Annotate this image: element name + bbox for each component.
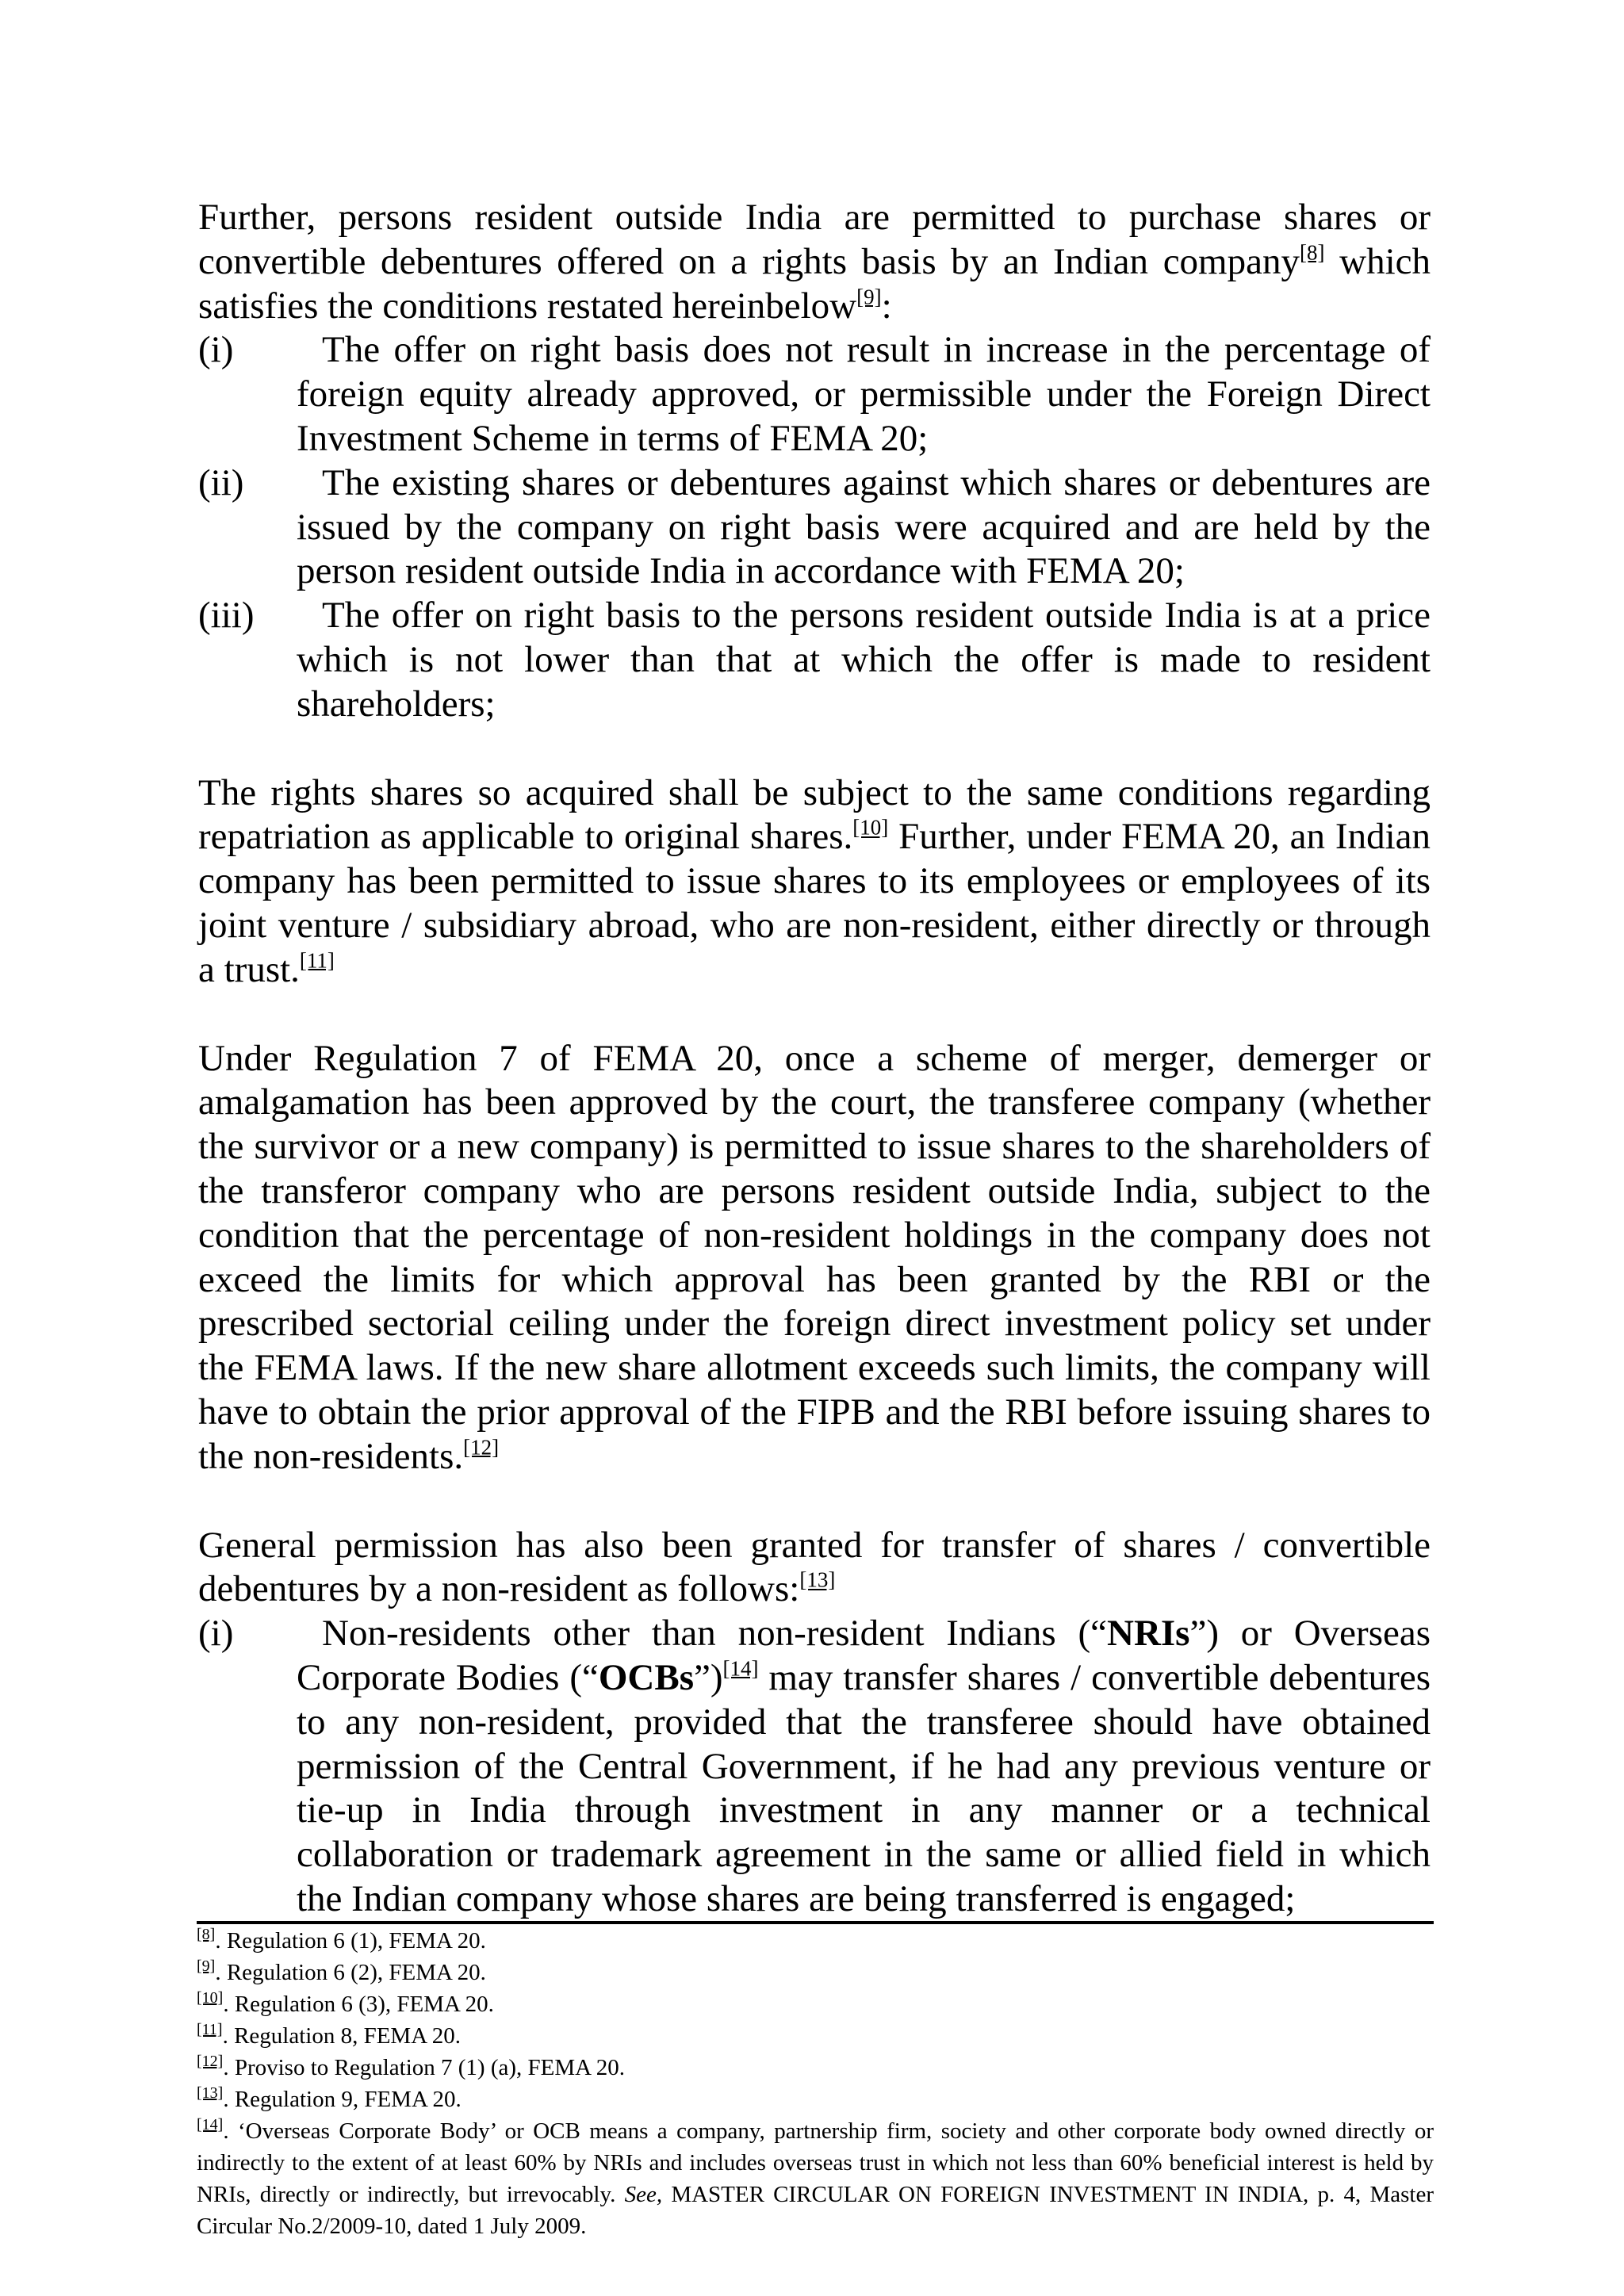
- list-item: [198, 1612, 1431, 1922]
- footnote: [10]. Regulation 6 (3), FEMA 20.: [197, 1989, 494, 2017]
- paragraph-repatriation: The rights shares so acquired shall be subject to the same conditions regarding repatriation as applicable to original shares.[10] Further, under FEMA 20, an Indian company has been permitted to issue shares to its employees or employees of its joint venture / subsidiary abroad, who are non-resident, either directly or through a trust.[11]: [198, 771, 1431, 990]
- term-nris: NRIs: [1107, 1613, 1190, 1655]
- list-item-number: (ii): [198, 461, 244, 503]
- list-item-text: The offer on right basis does not result in increase in the percentage of foreign equity already approved, or permissible under the Foreign Direct Investment Scheme in terms of FEMA 20;: [297, 329, 1431, 459]
- paragraph-regulation-7: Under Regulation 7 of FEMA 20, once a scheme of merger, demerger or amalgamation has been approved by the court, the transferee company (whether the survivor or a new company) is permitted to issue shares to the shareholders of the transferor company who are persons resident outside India, subject to the condition that the percentage of non-resident holdings in the company does not exceed the limits for which approval has been granted by the RBI or the prescribed sectorial ceiling under the foreign direct investment policy set under the FEMA laws. If the new share allotment exceeds such limits, the company will have to obtain the prior approval of the FIPB and the RBI before issuing shares to the non-residents.[12]: [198, 1037, 1431, 1477]
- footnote-ref-13[interactable]: [13]: [799, 1567, 836, 1592]
- see-emphasis: See,: [624, 2182, 663, 2207]
- footnote-marker: [12]: [197, 2053, 224, 2070]
- footnote-ref-9[interactable]: [9]: [856, 285, 882, 309]
- footnote-ref-8[interactable]: [8]: [1299, 240, 1325, 265]
- footnote: [9]. Regulation 6 (2), FEMA 20.: [197, 1957, 486, 1985]
- paragraph-spacer: [198, 727, 1431, 771]
- footnotes-section: [197, 1925, 1434, 2242]
- footnote-marker: [11]: [197, 2021, 223, 2038]
- footnote-marker: [14]: [197, 2116, 224, 2133]
- footnote-marker: [13]: [197, 2084, 224, 2102]
- list-item-number: (i): [198, 329, 234, 371]
- footnote-marker: [8]: [197, 1926, 216, 1943]
- list-item: [198, 594, 1431, 726]
- body-text: [198, 196, 1431, 1922]
- footnote-ocb-definition: [14]. ‘Overseas Corporate Body’ or OCB means a company, partnership firm, society and other corporate body owned directly or indirectly to the extent of at least 60% by NRIs and includes overseas trust in which not less than 60% beneficial interest is held by NRIs, directly or indirectly, but irrevocably. See, MASTER CIRCULAR ON FOREIGN INVESTMENT IN INDIA, p. 4, Master Circular No.2/2009-10, dated 1 July 2009.: [197, 2116, 1434, 2239]
- footnote: [13]. Regulation 9, FEMA 20.: [197, 2084, 462, 2112]
- paragraph-spacer: [198, 1479, 1431, 1524]
- footnote: [11]. Regulation 8, FEMA 20.: [197, 2021, 462, 2049]
- list-item: [198, 461, 1431, 594]
- footnote-divider: [197, 1921, 1434, 1924]
- footnote-ref-11[interactable]: [11]: [299, 948, 335, 973]
- list-item-text: Non-residents other than non-resident Indians (“NRIs”) or Overseas Corporate Bodies (“OCBs”)[14] may transfer shares / convertible debentures to any non-resident, provided that the transferee should have obtained permission of the Central Government, if he had any previous venture or tie-up in India through investment in any manner or a technical collaboration or trademark agreement in the same or allied field in which the Indian company whose shares are being transferred is engaged;: [297, 1613, 1431, 1919]
- list-item: [198, 328, 1431, 461]
- footnote-marker: [10]: [197, 1989, 224, 2007]
- footnote: [8]. Regulation 6 (1), FEMA 20.: [197, 1926, 486, 1954]
- footnote-ref-12[interactable]: [12]: [463, 1435, 500, 1460]
- list-item-text: The existing shares or debentures against which shares or debentures are issued by the company on right basis were acquired and are held by the person resident outside India in accordance with FEMA 20;: [297, 461, 1431, 592]
- paragraph-spacer: [198, 993, 1431, 1037]
- term-ocbs: OCBs: [598, 1656, 694, 1698]
- list-item-number: (iii): [198, 595, 255, 637]
- footnote-marker: [9]: [197, 1957, 216, 1975]
- footnote-ref-14[interactable]: [14]: [722, 1656, 759, 1681]
- paragraph-general-permission: General permission has also been granted for transfer of shares / convertible debentures by a non-resident as follows:[13]: [198, 1524, 1431, 1610]
- list-item-number: (i): [198, 1613, 234, 1655]
- footnote: [12]. Proviso to Regulation 7 (1) (a), FEMA 20.: [197, 2053, 625, 2080]
- paragraph-rights-shares: Further, persons resident outside India are permitted to purchase shares or convertible debentures offered on a rights basis by an Indian company[8] which satisfies the conditions restated hereinbelow[9]:: [198, 197, 1431, 327]
- list-item-text: The offer on right basis to the persons resident outside India is at a price which is not lower than that at which the offer is made to resident shareholders;: [297, 595, 1431, 725]
- footnote-ref-10[interactable]: [10]: [852, 815, 889, 840]
